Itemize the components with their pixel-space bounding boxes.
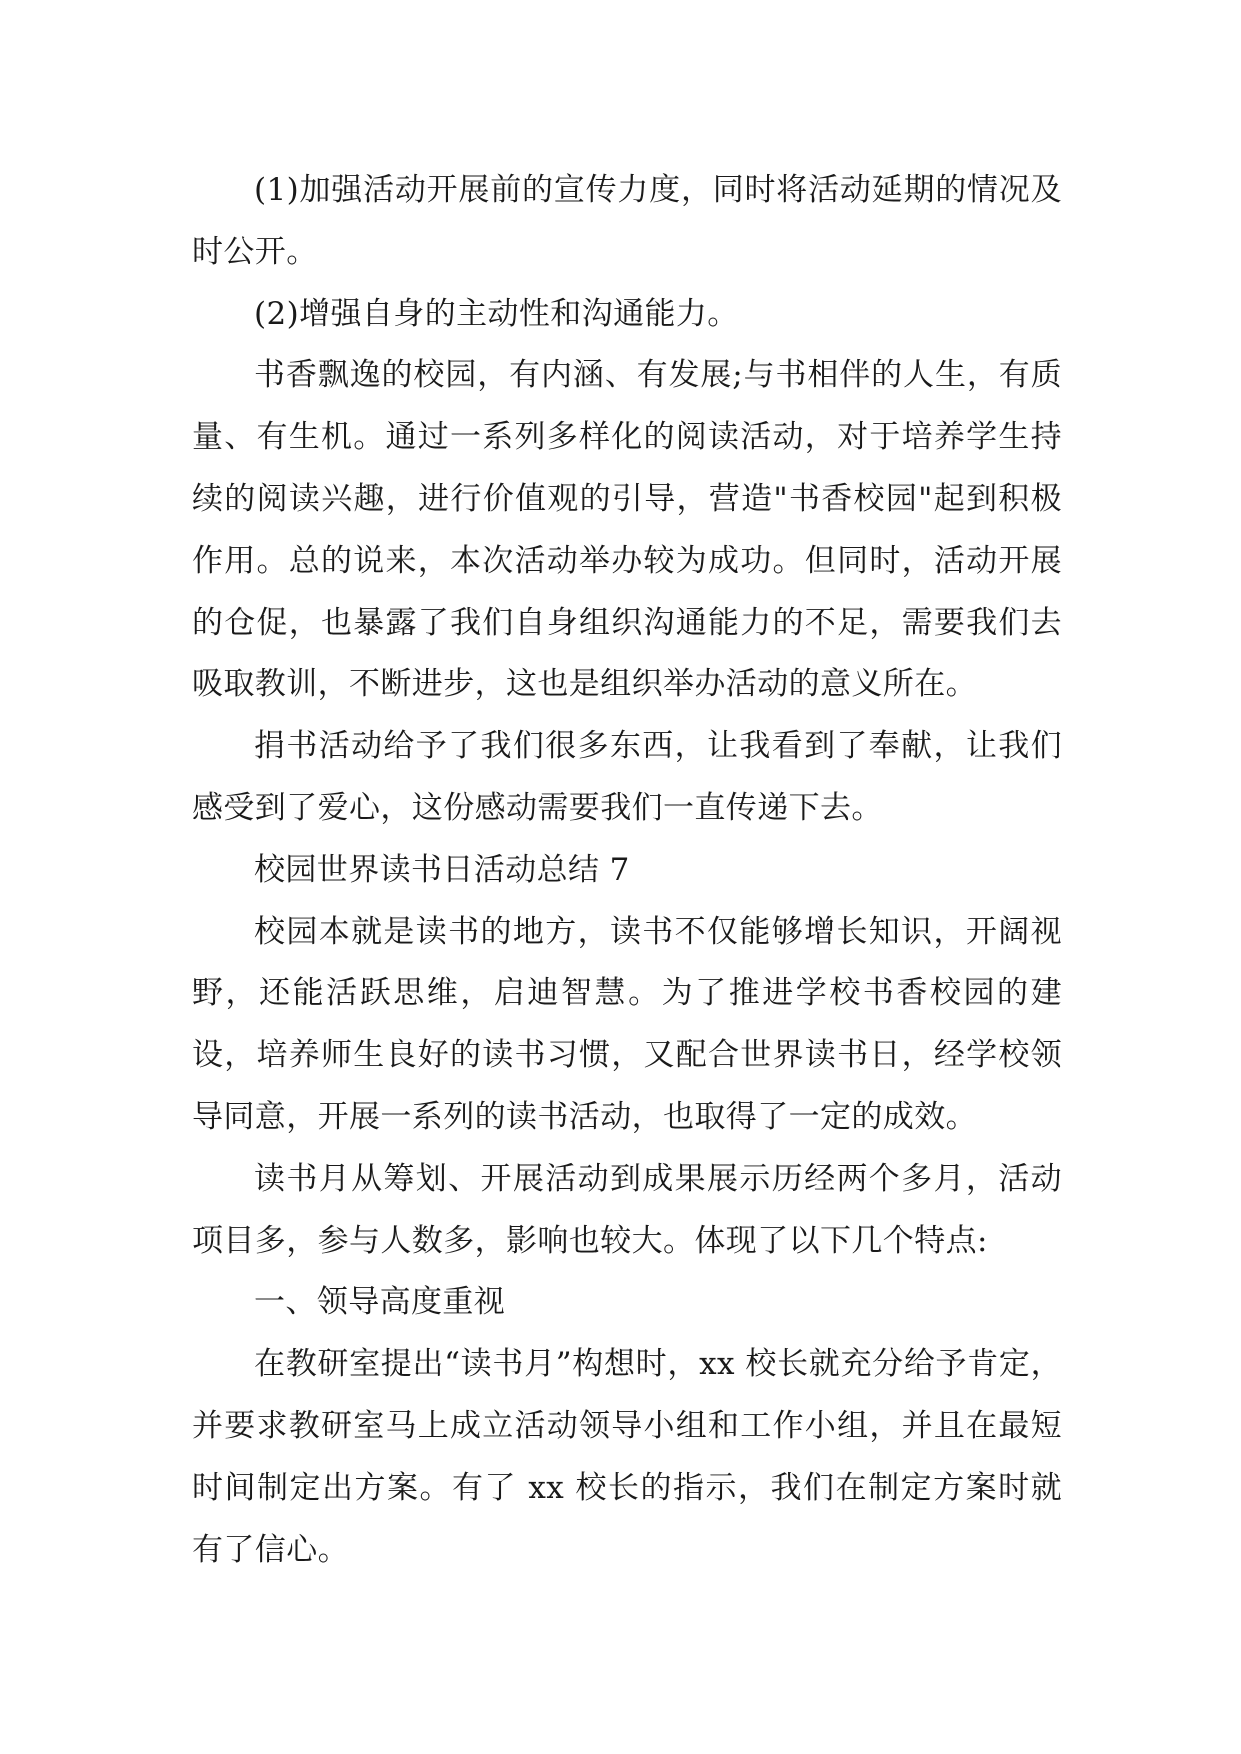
paragraph-suggestion-1: (1)加强活动开展前的宣传力度，同时将活动延期的情况及时公开。 bbox=[192, 172, 1062, 270]
paragraph-suggestion-2: (2)增强自身的主动性和沟通能力。 bbox=[254, 295, 739, 332]
subheading-leadership: 一、领导高度重视 bbox=[254, 1284, 506, 1321]
paragraph-leadership: 在教研室提出“读书月”构想时，xx 校长就充分给予肯定，并要求教研室马上成立活动领导小组和工作小组，并且在最短时间制定出方案。有了 xx 校长的指示，我们在制定方案时就有了信心。 bbox=[192, 1346, 1062, 1568]
paragraph-intro: 校园本就是读书的地方，读书不仅能够增长知识，开阔视野，还能活跃思维，启迪智慧。为了推进学校书香校园的建设，培养师生良好的读书习惯，又配合世界读书日，经学校领导同意，开展一系列的读书活动，也取得了一定的成效。 bbox=[192, 913, 1062, 1135]
paragraph-conclusion: 书香飘逸的校园，有内涵、有发展;与书相伴的人生，有质量、有生机。通过一系列多样化的阅读活动，对于培养学生持续的阅读兴趣，进行价值观的引导，营造"书香校园"起到积极作用。总的说来，本次活动举办较为成功。但同时，活动开展的仓促，也暴露了我们自身组织沟通能力的不足，需要我们去吸取教训，不断进步，这也是组织举办活动的意义所在。 bbox=[192, 357, 1062, 703]
document-body bbox=[192, 160, 1062, 1581]
section-heading: 校园世界读书日活动总结 7 bbox=[254, 851, 630, 888]
paragraph-features: 读书月从筹划、开展活动到成果展示历经两个多月，活动项目多，参与人数多，影响也较大。体现了以下几个特点: bbox=[192, 1160, 1062, 1259]
paragraph-donation: 捐书活动给予了我们很多东西，让我看到了奉献，让我们感受到了爱心，这份感动需要我们一直传递下去。 bbox=[192, 728, 1062, 826]
